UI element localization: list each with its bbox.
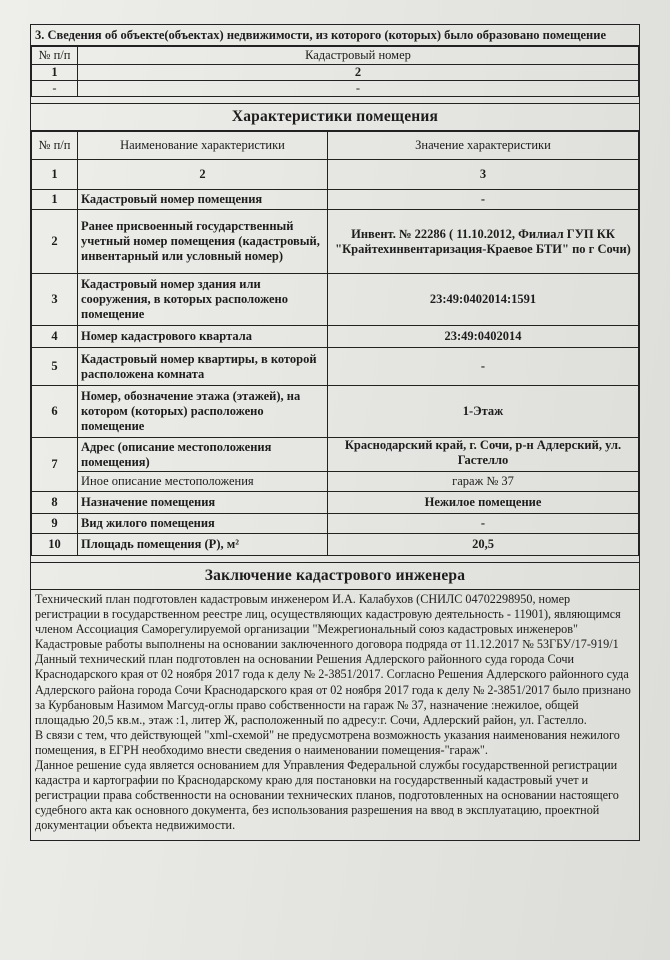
table-row: [32, 534, 639, 556]
char-col-num: № п/п: [32, 132, 78, 160]
row-name: Кадастровый номер здания или сооружения, в которых расположено помещение: [78, 274, 328, 326]
char-index-1: 1: [32, 160, 78, 190]
char-index-2: 2: [78, 160, 328, 190]
row-name: Адрес (описание местоположения помещения): [78, 438, 328, 472]
row-number: 1: [32, 190, 78, 210]
row-number: 8: [32, 492, 78, 514]
row-number: 6: [32, 386, 78, 438]
section3-index-1: 1: [32, 65, 78, 81]
characteristics-table: [31, 131, 639, 556]
table-row: [32, 348, 639, 386]
conclusion-paragraph: Данное решение суда является основанием для Управления Федеральной службы государственной регистрации кадастра и картографии по Краснодарскому краю для постановки на государственный кадастровый учет и регистрации права собственности на основании технических планов, подготовленных на основании настоящего судебного акта как основного документа, без использования разрешения на ввод в эксплуатацию, проектной документации объекта недвижимости.: [35, 758, 619, 833]
row-number: 10: [32, 534, 78, 556]
section3-index-2: 2: [78, 65, 639, 81]
row-name: Иное описание местоположения: [78, 472, 328, 492]
row-value: 23:49:0402014: [328, 326, 639, 348]
section3-title: 3. Сведения об объекте(объектах) недвижимости, из которого (которых) было образовано помещение: [31, 25, 639, 46]
row-value: гараж № 37: [328, 472, 639, 492]
section3-table: [31, 46, 639, 97]
row-name: Ранее присвоенный государственный учетный номер помещения (кадастровый, инвентарный или условный номер): [78, 210, 328, 274]
char-col-value: Значение характеристики: [328, 132, 639, 160]
table-row: [32, 472, 639, 492]
row-number: 9: [32, 514, 78, 534]
conclusion-paragraph: В связи с тем, что действующей "xml-схемой" не предусмотрена возможность указания наименования нежилого помещения, в ЕГРН необходимо внести сведения о наименовании помещения-"гараж".: [35, 727, 620, 757]
conclusion-paragraph: Данный технический план подготовлен на основании Решения Адлерского районного суда города Сочи Краснодарского края от 02 ноября 2017 года к делу № 2-3851/2017. Согласно Решения Адлерского районного суда Адлерского района города Сочи Краснодарского края от 02 ноября 2017 года к делу № 2-3851/2017 было признано за Курбановым Назимом Магсуд-оглы право собственности на гараж № 37, назначение :нежилое, общей площадью 20,5 кв.м., этаж :1, литер Ж, расположенный по адресу:г. Сочи, Адлерский район, ул. Гастелло.: [35, 652, 631, 727]
row-value: -: [328, 190, 639, 210]
row-name: Назначение помещения: [78, 492, 328, 514]
table-row: [32, 514, 639, 534]
row-number: 2: [32, 210, 78, 274]
conclusion-text: [31, 590, 639, 840]
char-index-3: 3: [328, 160, 639, 190]
row-name: Номер, обозначение этажа (этажей), на котором (которых) расположено помещение: [78, 386, 328, 438]
table-row: [32, 274, 639, 326]
section3-value-2: -: [78, 81, 639, 97]
document-frame: [30, 24, 640, 841]
table-row: [32, 492, 639, 514]
row-number: 4: [32, 326, 78, 348]
row-value: 1-Этаж: [328, 386, 639, 438]
conclusion-title: Заключение кадастрового инженера: [31, 563, 639, 590]
section3-col-num: № п/п: [32, 47, 78, 65]
row-value: 23:49:0402014:1591: [328, 274, 639, 326]
row-value: 20,5: [328, 534, 639, 556]
section3-value-1: -: [32, 81, 78, 97]
row-name: Кадастровый номер квартиры, в которой расположена комната: [78, 348, 328, 386]
row-name: Номер кадастрового квартала: [78, 326, 328, 348]
table-row: [32, 326, 639, 348]
section3-col-cad: Кадастровый номер: [78, 47, 639, 65]
row-value: Краснодарский край, г. Сочи, р-н Адлерский, ул. Гастелло: [328, 438, 639, 472]
row-value: -: [328, 514, 639, 534]
spacer: [31, 556, 639, 563]
row-value: -: [328, 348, 639, 386]
row-number: 5: [32, 348, 78, 386]
characteristics-title: Характеристики помещения: [31, 103, 639, 131]
row-value: Нежилое помещение: [328, 492, 639, 514]
row-number: 3: [32, 274, 78, 326]
table-row: [32, 386, 639, 438]
row-name: Вид жилого помещения: [78, 514, 328, 534]
conclusion-paragraph: Технический план подготовлен кадастровым инженером И.А. Калабухов (СНИЛС 04702298950, номер регистрации в государственном реестре лиц, осуществляющих кадастровую деятельность - 11901), являющимся членом Ассоциация Саморегулируемой организации "Межрегиональный союз кадастровых инженеров" Кадастровые работы выполнены на основании заключенного договора подряда от 11.12.2017 № 53ГБУ/17-919/1: [35, 592, 621, 652]
char-col-name: Наименование характеристики: [78, 132, 328, 160]
row-name: Площадь помещения (P), м²: [78, 534, 328, 556]
table-row: [32, 190, 639, 210]
table-row: [32, 438, 639, 472]
row-number: 7: [32, 438, 78, 492]
row-name: Кадастровый номер помещения: [78, 190, 328, 210]
table-row: [32, 210, 639, 274]
row-value: Инвент. № 22286 ( 11.10.2012, Филиал ГУП КК "Крайтехинвентаризация-Краевое БТИ" по г Сочи): [328, 210, 639, 274]
